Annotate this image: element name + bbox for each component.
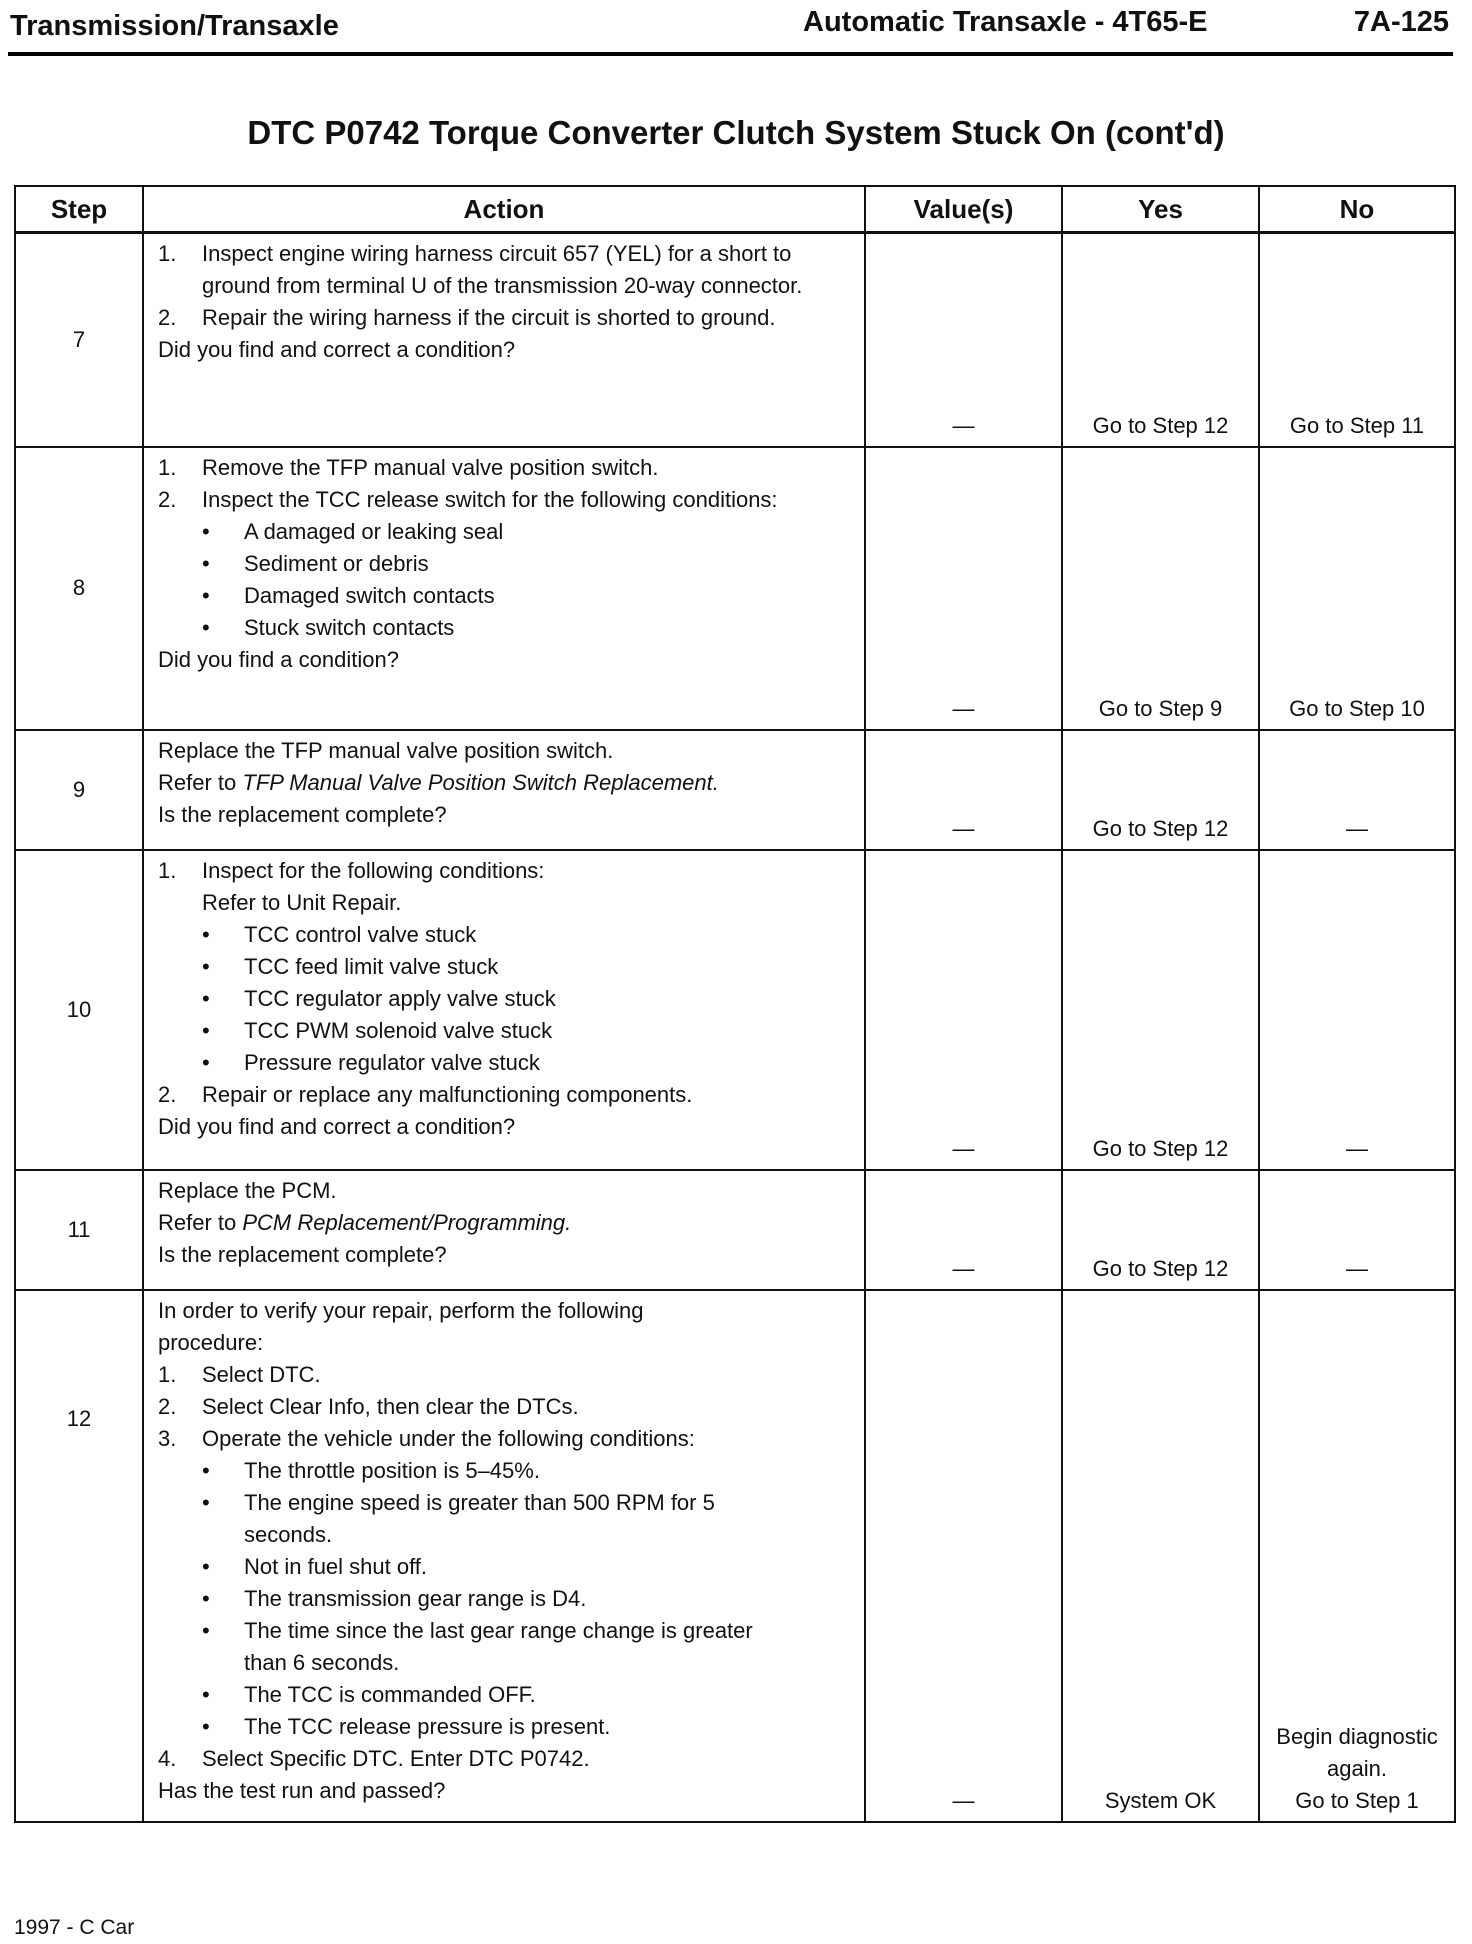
- question: Is the replacement complete?: [158, 1241, 447, 1267]
- no-cell: —: [1259, 850, 1455, 1170]
- page-title: DTC P0742 Torque Converter Clutch System Stuck On (cont'd): [247, 114, 1225, 151]
- table-row: [15, 1170, 1455, 1290]
- bullet-item: • Sediment or debris: [202, 550, 429, 576]
- bullet-item: • TCC feed limit valve stuck: [202, 953, 499, 979]
- yes-cell: Go to Step 12: [1062, 850, 1259, 1170]
- step-number: 8: [15, 447, 143, 730]
- reference-line: Refer to TFP Manual Valve Position Switch Replacement.: [158, 769, 719, 795]
- list-item: 2. Inspect the TCC release switch for the following conditions:: [158, 486, 778, 512]
- yes-cell: Go to Step 12: [1062, 1170, 1259, 1290]
- page-number: 7A-125: [1353, 6, 1449, 38]
- header-step: Step: [15, 186, 143, 233]
- bullet-item: • The engine speed is greater than 500 RPM for 5 seconds.: [202, 1489, 715, 1547]
- header-yes: Yes: [1062, 186, 1259, 233]
- no-cell: Go to Step 11: [1259, 233, 1455, 447]
- no-cell: Begin diagnostic again. Go to Step 1: [1259, 1290, 1455, 1822]
- reference-line: Refer to PCM Replacement/Programming.: [158, 1209, 572, 1235]
- table-row: [15, 850, 1455, 1170]
- no-cell: —: [1259, 730, 1455, 850]
- question: Did you find and correct a condition?: [158, 1113, 516, 1139]
- bullet-item: • Not in fuel shut off.: [202, 1553, 428, 1579]
- action-cell: [143, 850, 865, 1170]
- list-item: 4. Select Specific DTC. Enter DTC P0742.: [158, 1745, 590, 1771]
- table-row: [15, 447, 1455, 730]
- yes-cell: System OK: [1062, 1290, 1259, 1822]
- list-item: 3. Operate the vehicle under the following conditions:: [158, 1425, 695, 1451]
- list-item: 1. Remove the TFP manual valve position switch.: [158, 454, 659, 480]
- list-item: 2. Select Clear Info, then clear the DTCs.: [158, 1393, 579, 1419]
- step-number: 7: [15, 233, 143, 447]
- bullet-item: • TCC regulator apply valve stuck: [202, 985, 556, 1011]
- value-cell: —: [865, 1170, 1062, 1290]
- table-row: [15, 233, 1455, 447]
- yes-cell: Go to Step 12: [1062, 233, 1259, 447]
- page-footer: 1997 - C Car: [14, 1916, 135, 1939]
- bullet-item: • A damaged or leaking seal: [202, 518, 504, 544]
- bullet-item: • TCC control valve stuck: [202, 921, 477, 947]
- bullet-item: • The transmission gear range is D4.: [202, 1585, 587, 1611]
- question: Did you find a condition?: [158, 646, 399, 672]
- action-cell: [143, 233, 865, 447]
- step-number: 11: [15, 1170, 143, 1290]
- bullet-item: • The TCC is commanded OFF.: [202, 1681, 536, 1707]
- section-title: Transmission/Transaxle: [10, 10, 339, 42]
- action-cell: [143, 447, 865, 730]
- table-header-row: [15, 186, 1455, 233]
- bullet-item: • The TCC release pressure is present.: [202, 1713, 611, 1739]
- list-item: 1. Select DTC.: [158, 1361, 321, 1387]
- question: Has the test run and passed?: [158, 1777, 446, 1803]
- no-cell: Go to Step 10: [1259, 447, 1455, 730]
- reference-link: PCM Replacement/Programming.: [242, 1209, 572, 1235]
- table-row: [15, 1290, 1455, 1822]
- header-values: Value(s): [865, 186, 1062, 233]
- question: Did you find and correct a condition?: [158, 337, 516, 362]
- action-line: Replace the TFP manual valve position switch.: [158, 737, 614, 763]
- action-cell: [143, 730, 865, 850]
- intro-line: In order to verify your repair, perform the following procedure:: [158, 1297, 644, 1355]
- page-header: [8, 2, 1453, 56]
- bullet-item: • The throttle position is 5–45%.: [202, 1457, 540, 1483]
- question: Is the replacement complete?: [158, 801, 447, 827]
- bullet-item: • TCC PWM solenoid valve stuck: [202, 1017, 553, 1043]
- subsection-title: Automatic Transaxle - 4T65-E: [803, 6, 1208, 38]
- action-line: Replace the PCM.: [158, 1177, 337, 1203]
- reference-link: TFP Manual Valve Position Switch Replacement.: [242, 769, 719, 795]
- value-cell: —: [865, 850, 1062, 1170]
- diagnostic-table: [14, 185, 1456, 1823]
- action-cell: [143, 1290, 865, 1822]
- yes-cell: Go to Step 12: [1062, 730, 1259, 850]
- bullet-item: • Stuck switch contacts: [202, 614, 455, 640]
- step-number: 10: [15, 850, 143, 1170]
- sub-line: Refer to Unit Repair.: [202, 889, 402, 915]
- step-number: 9: [15, 730, 143, 850]
- list-item: 1. Inspect for the following conditions:: [158, 857, 545, 883]
- list-item: 2. Repair the wiring harness if the circuit is shorted to ground.: [158, 305, 776, 330]
- bullet-item: • Pressure regulator valve stuck: [202, 1049, 540, 1075]
- step-number: 12: [15, 1290, 143, 1822]
- list-item: 2. Repair or replace any malfunctioning components.: [158, 1081, 693, 1107]
- header-no: No: [1259, 186, 1455, 233]
- table-row: [15, 730, 1455, 850]
- bullet-item: • Damaged switch contacts: [202, 582, 495, 608]
- no-cell: —: [1259, 1170, 1455, 1290]
- value-cell: —: [865, 447, 1062, 730]
- value-cell: —: [865, 1290, 1062, 1822]
- value-cell: —: [865, 233, 1062, 447]
- list-item: 1. Inspect engine wiring harness circuit 657 (YEL) for a short to ground from terminal U of the transmission 20-way connector.: [158, 241, 803, 298]
- header-action: Action: [143, 186, 865, 233]
- bullet-item: • The time since the last gear range change is greater than 6 seconds.: [202, 1617, 753, 1675]
- action-cell: [143, 1170, 865, 1290]
- yes-cell: Go to Step 9: [1062, 447, 1259, 730]
- value-cell: —: [865, 730, 1062, 850]
